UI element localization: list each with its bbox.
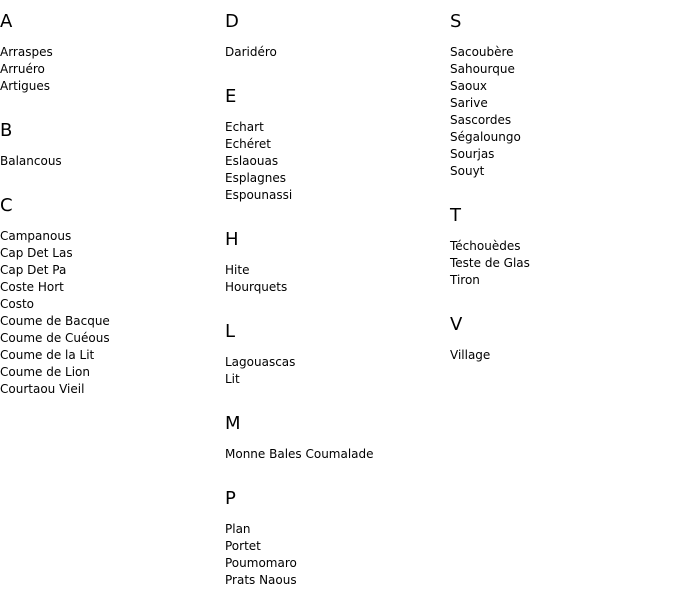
index-item-link[interactable]: Sascordes: [450, 113, 512, 127]
letter-group: [225, 85, 450, 204]
index-item-link[interactable]: Hourquets: [225, 280, 288, 294]
index-item-link[interactable]: Monne Bales Coumalade: [225, 447, 374, 461]
index-item-link[interactable]: Campanous: [0, 229, 72, 243]
index-item-link[interactable]: Esplagnes: [225, 171, 286, 185]
letter-group: [450, 10, 675, 180]
index-item-link[interactable]: Teste de Glas: [450, 256, 530, 270]
index-item-link[interactable]: Balancous: [0, 154, 62, 168]
letter-heading: P: [225, 488, 236, 509]
index-item-link[interactable]: Arraspes: [0, 45, 53, 59]
index-item-link[interactable]: Souyt: [450, 164, 485, 178]
letter-heading: H: [225, 229, 239, 250]
index-item-link[interactable]: Coste Hort: [0, 280, 64, 294]
index-item-link[interactable]: Arruéro: [0, 62, 45, 76]
index-column-3: [450, 10, 675, 388]
letter-item-list: [0, 153, 225, 170]
index-item-link[interactable]: Daridéro: [225, 45, 277, 59]
index-item-link[interactable]: Coume de Cuéous: [0, 331, 110, 345]
index-item-link[interactable]: Coume de Bacque: [0, 314, 110, 328]
letter-heading: B: [0, 120, 13, 141]
index-item-link[interactable]: Espounassi: [225, 188, 293, 202]
index-item-link[interactable]: Coume de la Lit: [0, 348, 95, 362]
letter-item-list: [450, 347, 675, 364]
letter-group: [225, 10, 450, 61]
letter-item-list: [225, 354, 450, 388]
letter-heading: M: [225, 413, 241, 434]
index-item-link[interactable]: Courtaou Vieil: [0, 382, 85, 396]
index-item-link[interactable]: Ségaloungo: [450, 130, 521, 144]
index-item-link[interactable]: Village: [450, 348, 491, 362]
index-item-link[interactable]: Tiron: [450, 273, 480, 287]
index-item-link[interactable]: Sacoubère: [450, 45, 514, 59]
letter-group: [225, 412, 450, 463]
index-item-link[interactable]: Plan: [225, 522, 251, 536]
index-column-1: [0, 10, 225, 422]
index-item-link[interactable]: Cap Det Las: [0, 246, 73, 260]
letter-heading: L: [225, 321, 236, 342]
index-item-link[interactable]: Hite: [225, 263, 250, 277]
index-item-link[interactable]: Cap Det Pa: [0, 263, 67, 277]
letter-heading: E: [225, 86, 237, 107]
letter-item-list: [450, 238, 675, 289]
index-item-link[interactable]: Saoux: [450, 79, 488, 93]
letter-item-list: [0, 228, 225, 398]
letter-group: [450, 313, 675, 364]
letter-group: [225, 487, 450, 589]
index-item-link[interactable]: Prats Naous: [225, 573, 297, 587]
index-item-link[interactable]: Poumomaro: [225, 556, 297, 570]
index-item-link[interactable]: Portet: [225, 539, 261, 553]
letter-group: [450, 204, 675, 289]
letter-group: [0, 119, 225, 170]
letter-item-list: [225, 44, 450, 61]
letter-heading: V: [450, 314, 463, 335]
letter-item-list: [225, 521, 450, 589]
letter-item-list: [0, 44, 225, 95]
index-item-link[interactable]: Sarive: [450, 96, 488, 110]
letter-item-list: [225, 262, 450, 296]
index-item-link[interactable]: Artigues: [0, 79, 51, 93]
letter-group: [0, 10, 225, 95]
letter-item-list: [225, 446, 450, 463]
letter-heading: S: [450, 11, 462, 32]
letter-item-list: [225, 119, 450, 204]
index-item-link[interactable]: Costo: [0, 297, 35, 311]
letter-group: [0, 194, 225, 398]
letter-group: [225, 320, 450, 388]
index-item-link[interactable]: Coume de Lion: [0, 365, 90, 379]
letter-item-list: [450, 44, 675, 180]
index-item-link[interactable]: Téchouèdes: [450, 239, 521, 253]
index-column-2: [225, 10, 450, 613]
letter-heading: D: [225, 11, 239, 32]
letter-heading: C: [0, 195, 13, 216]
index-item-link[interactable]: Echéret: [225, 137, 271, 151]
letter-heading: T: [450, 205, 461, 226]
index-item-link[interactable]: Sourjas: [450, 147, 495, 161]
index-item-link[interactable]: Lagouascas: [225, 355, 296, 369]
index-item-link[interactable]: Echart: [225, 120, 264, 134]
index-item-link[interactable]: Eslaouas: [225, 154, 279, 168]
letter-heading: A: [0, 11, 13, 32]
index-item-link[interactable]: Lit: [225, 372, 240, 386]
index-item-link[interactable]: Sahourque: [450, 62, 515, 76]
letter-group: [225, 228, 450, 296]
